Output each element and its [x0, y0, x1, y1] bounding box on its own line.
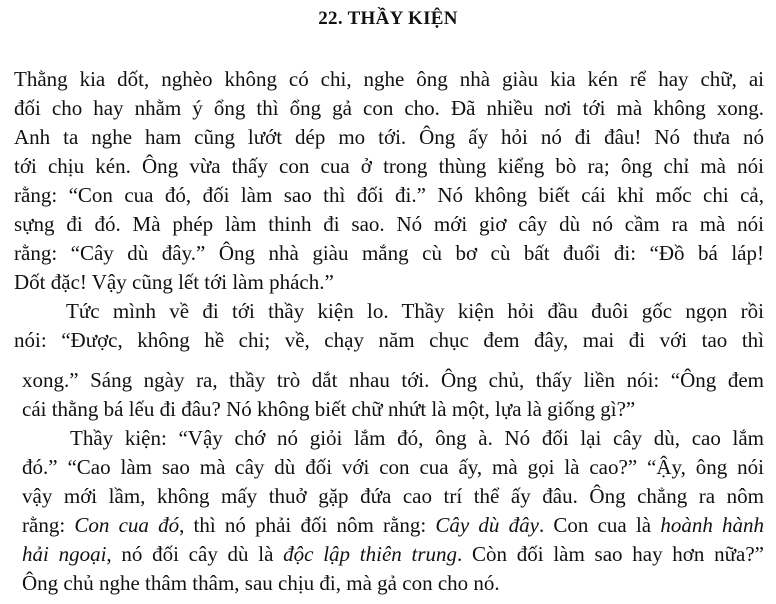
line16-part-e: . Con cua là [538, 513, 661, 537]
text-line-3: Anh ta nghe ham cũng lướt dép mo tới. Ông ấy hỏi nó đi đâu! Nó thưa nó [14, 125, 764, 149]
italic-phrase-hai-ngoai: hải ngoại [22, 542, 107, 566]
text-line-12: cái thằng bá lếu đi đâu? Nó không biết chữ nhứt là một, lựa là giống gì?” [22, 397, 636, 421]
italic-phrase-hoanh-hanh: hoành hành [660, 513, 765, 537]
text-line-2: đối cho hay nhằm ý ổng thì ổng gả con cho. Đã nhiều nơi tới mà không xong. [14, 96, 764, 120]
text-line-15: vậy mới lầm, không mấy thuở gặp đứa cao trí thể ấy đâu. Ông chẳng ra nôm [22, 484, 764, 508]
text-line-17 [22, 540, 764, 568]
line17-part-d: . Còn đối làm sao hay hơn nữa?” [457, 542, 764, 566]
text-line-11: xong.” Sáng ngày ra, thầy trò dắt nhau tới. Ông chủ, thấy liền nói: “Ông đem [22, 368, 764, 392]
text-line-9: Tức mình về đi tới thầy kiện lo. Thầy kiện hỏi đầu đuôi gốc ngọn rồi [66, 299, 764, 323]
line16-part-c: , thì nó phải đối nôm rằng: [179, 513, 436, 537]
text-line-14: đó.” “Cao làm sao mà cây dù đối với con cua ấy, mà gọi là cao?” “Ậy, ông nói [22, 455, 764, 479]
text-line-6: sựng đi đó. Mà phép làm thinh đi sao. Nó mới giơ cây dù nó cầm ra mà nói [14, 212, 764, 236]
text-line-8: Dốt đặc! Vậy cũng lết tới làm phách.” [14, 270, 334, 294]
text-line-13: Thầy kiện: “Vậy chớ nó giỏi lắm đó, ông à. Nó đối lại cây dù, cao lắm [70, 426, 764, 450]
text-line-7: rằng: “Cây dù đây.” Ông nhà giàu mắng cù bơ cù bất đuổi đi: “Đồ bá láp! [14, 241, 764, 265]
text-line-16 [22, 511, 764, 539]
italic-phrase-doc-lap: độc lập thiên trung [283, 542, 458, 566]
text-line-1: Thằng kia dốt, nghèo không có chi, nghe ông nhà giàu kia kén rể hay chữ, ai [14, 67, 764, 91]
chapter-title: 22. THẦY KIỆN [318, 8, 458, 29]
text-line-5: rằng: “Con cua đó, đối làm sao thì đối đi.” Nó không biết cái khỉ mốc chi cả, [14, 183, 764, 207]
line17-part-b: , nó đối cây dù là [106, 542, 284, 566]
text-line-18: Ông chủ nghe thâm thâm, sau chịu đi, mà gả con cho nó. [22, 571, 500, 595]
text-line-10: nói: “Được, không hề chi; về, chạy năm chục đem đây, mai đi với tao thì [14, 328, 764, 352]
italic-phrase-con-cua: Con cua đó [74, 513, 180, 537]
text-line-4: tới chịu kén. Ông vừa thấy con cua ở trong thùng kiểng bò ra; ông chỉ mà nói [14, 154, 764, 178]
line16-part-a: rằng: [22, 513, 75, 537]
italic-phrase-cay-du: Cây dù đây [435, 513, 539, 537]
